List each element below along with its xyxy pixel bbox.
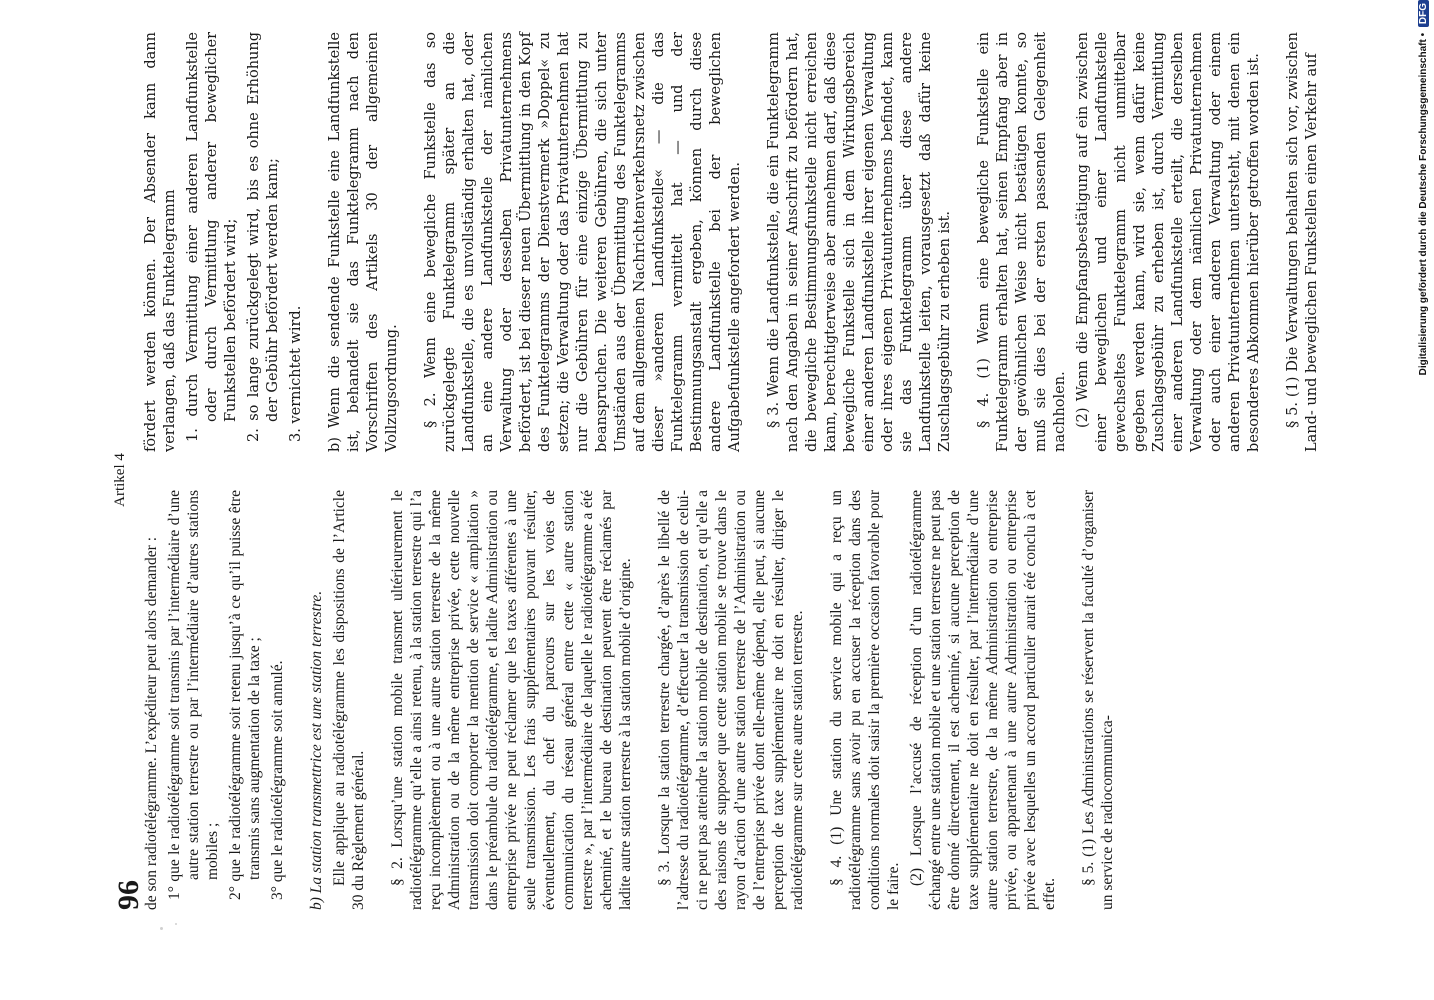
- dfg-logo-icon: DFG: [1418, 0, 1429, 27]
- paragraph: Elle applique au radiotélégramme les dispositions de l’Article 30 du Règlement général.: [331, 490, 367, 910]
- paragraph: § 5. (1) Die Verwaltungen behalten sich vor, zwischen Land- und beweglichen Funkstellen einen Verkehr auf: [1285, 32, 1320, 452]
- paragraph: § 4. (1) Wenn eine bewegliche Funkstelle ein Funktelegramm erhalten hat, seinen Empfang aber in der gewöhnlichen Weise nicht bestätigen konnte, so muß sie dies bei der ersten passenden Gelegenheit nachholen.: [976, 32, 1068, 452]
- running-header: Artikel 4: [112, 453, 128, 507]
- list-item: 2. so lange zurückgelegt wird, bis es ohne Erhöhung der Gebühr befördert werden kann;: [246, 32, 281, 442]
- list-item: 3. vernichtet wird.: [288, 305, 304, 442]
- paragraph: de son radiotélégramme. L’expéditeur peut alors demander :: [143, 536, 160, 910]
- scan-speck: [175, 923, 177, 925]
- paragraph: (2) Lorsque l’accusé de réception d’un radiotélégramme échangé entre une station mobile et une station terrestre ne peut pas être donné directement, il est acheminé, si aucune perception de taxe supplémentaire ne doit en résulter, par l’intermédiaire d’une autre station terrestre, de la même Administration ou entreprise privée, ou appartenant à une autre Administration ou entreprise privée avec lesquelles un accord particulier aurait été conclu à cet effet.: [908, 490, 1058, 910]
- subsection-heading: b) La station transmettrice est une station terrestre.: [308, 590, 325, 910]
- credit-text: Digitalisierung gefördert durch die Deutsche Forschungsgemeinschaft •: [1418, 32, 1429, 376]
- paragraph: § 3. Lorsque la station terrestre chargée, d’après le libellé de l’adresse du radiotélégramme, d’effectuer la transmission de celui-ci ne peut pas atteindre la station mobile de destination, et qu’elle a des raisons de supposer que cette station mobile se trouve dans le rayon d’action d’une autre station terrestre de l’Administration ou de l’entreprise privée dont elle-même dépend, elle peut, si aucune perception de taxe supplémentaire ne doit en résulter, diriger le radiotélégramme sur cette autre station terrestre.: [656, 490, 806, 910]
- subsection-paragraph: b) Wenn die sendende Funkstelle eine Landfunkstelle ist, behandelt sie das Funktelegramm nach den Vorschriften des Artikels 30 der allgemeinen Vollzugsordnung.: [327, 32, 400, 452]
- paragraph: fördert werden können. Der Absender kann dann verlangen, daß das Funktelegramm: [143, 32, 178, 452]
- german-column: [142, 32, 1342, 452]
- scan-speck: [160, 927, 163, 930]
- digitization-credit: [1418, 0, 1429, 560]
- paragraph: (2) Wenn die Empfangsbestätigung auf ein zwischen einer beweglichen und einer Landfunkstelle gewechseltes Funktelegramm nicht unmittelbar gegeben werden kann, wird sie, wenn dafür keine Zuschlagsgebühr zu erheben ist, durch Vermittlung einer anderen Landfunkstelle erteilt, die derselben Verwaltung oder dem nämlichen Privatunternehmen oder auch einer anderen Verwaltung oder einem anderen Privatunternehmen untersteht, mit denen ein besonderes Abkommen hierüber getroffen worden ist.: [1075, 32, 1262, 452]
- paragraph: § 5. (1) Les Administrations se réservent la faculté d’organiser un service de radiocommunica-: [1080, 490, 1116, 910]
- list-item: 3° que le radiotélégramme soit annulé.: [269, 660, 286, 900]
- list-item: 2° que le radiotélégramme soit retenu jusqu’à ce qu’il puisse être transmis sans augmentation de la taxe ;: [227, 490, 263, 900]
- page-number: 96: [112, 880, 145, 910]
- list-item: 1° que le radiotélégramme soit transmis par l’intermédiaire d’une autre station terrestre ou par l’intermédiaire d’autres stations mobiles ;: [166, 490, 221, 900]
- paragraph: § 2. Lorsqu’une station mobile transmet ultérieurement le radiotélégramme qu’elle a ainsi retenu, à la station terrestre qui l’a reçu incomplètement ou à une autre station terrestre de la même Administration ou de la même entreprise privée, cette nouvelle transmission doit comporter la mention de service « ampliation » dans le préambule du radiotélégramme, et ladite Administration ou entreprise privée ne peut réclamer que les taxes afférentes à une seule transmission. Les frais supplémentaires pouvant résulter, éventuellement, du chef du parcours sur les voies de communication du réseau général entre cette « autre station terrestre », par l’intermédiaire de laquelle le radiotélégramme a été acheminé, et le bureau de destination peuvent être réclamés par ladite autre station terrestre à la station mobile d’origine.: [389, 490, 634, 910]
- paragraph: § 2. Wenn eine bewegliche Funkstelle das so zurückgelegte Funktelegramm später an die Landfunkstelle, die es unvollständig erhalten hat, oder an eine andere Landfunkstelle der nämlichen Verwaltung oder desselben Privatunternehmens befördert, ist bei dieser neuen Übermittlung in den Kopf des Funktelegramms der Dienstvermerk »Doppel« zu setzen; die Verwaltung oder das Privatunternehmen hat nur die Gebühren für eine einzige Übermittlung zu beanspruchen. Die weiteren Gebühren, die sich unter Umständen aus der Übermittlung des Funktelegramms auf dem allgemeinen Nachrichtenverkehrsnetz zwischen dieser »anderen Landfunkstelle« — die das Funktelegramm vermittelt hat — und der Bestimmungsanstalt ergeben, können durch diese andere Landfunkstelle bei der beweglichen Aufgabefunkstelle angefordert werden.: [423, 32, 743, 452]
- paragraph: § 3. Wenn die Landfunkstelle, die ein Funktelegramm nach den Angaben in seiner Anschrift zu befördern hat, die bewegliche Bestimmungsfunkstelle nicht erreichen kann, berechtigterweise aber annehmen darf, daß diese bewegliche Funkstelle sich in dem Wirkungsbereich einer anderen Landfunkstelle ihrer eigenen Verwaltung oder ihres eigenen Privatunternehmens befindet, kann sie das Funktelegramm über diese andere Landfunkstelle leiten, vorausgesetzt daß dafür keine Zuschlagsgebühr zu erheben ist.: [766, 32, 953, 452]
- french-column: [142, 490, 1137, 910]
- list-item: 1. durch Vermittlung einer anderen Landfunkstelle oder durch Vermittlung anderer beweglicher Funkstellen befördert wird;: [185, 32, 239, 442]
- paragraph: § 4. (1) Une station du service mobile qui a reçu un radiotélégramme sans avoir pu en accuser la réception dans des conditions normales doit saisir la première occasion favorable pour le faire.: [828, 490, 902, 910]
